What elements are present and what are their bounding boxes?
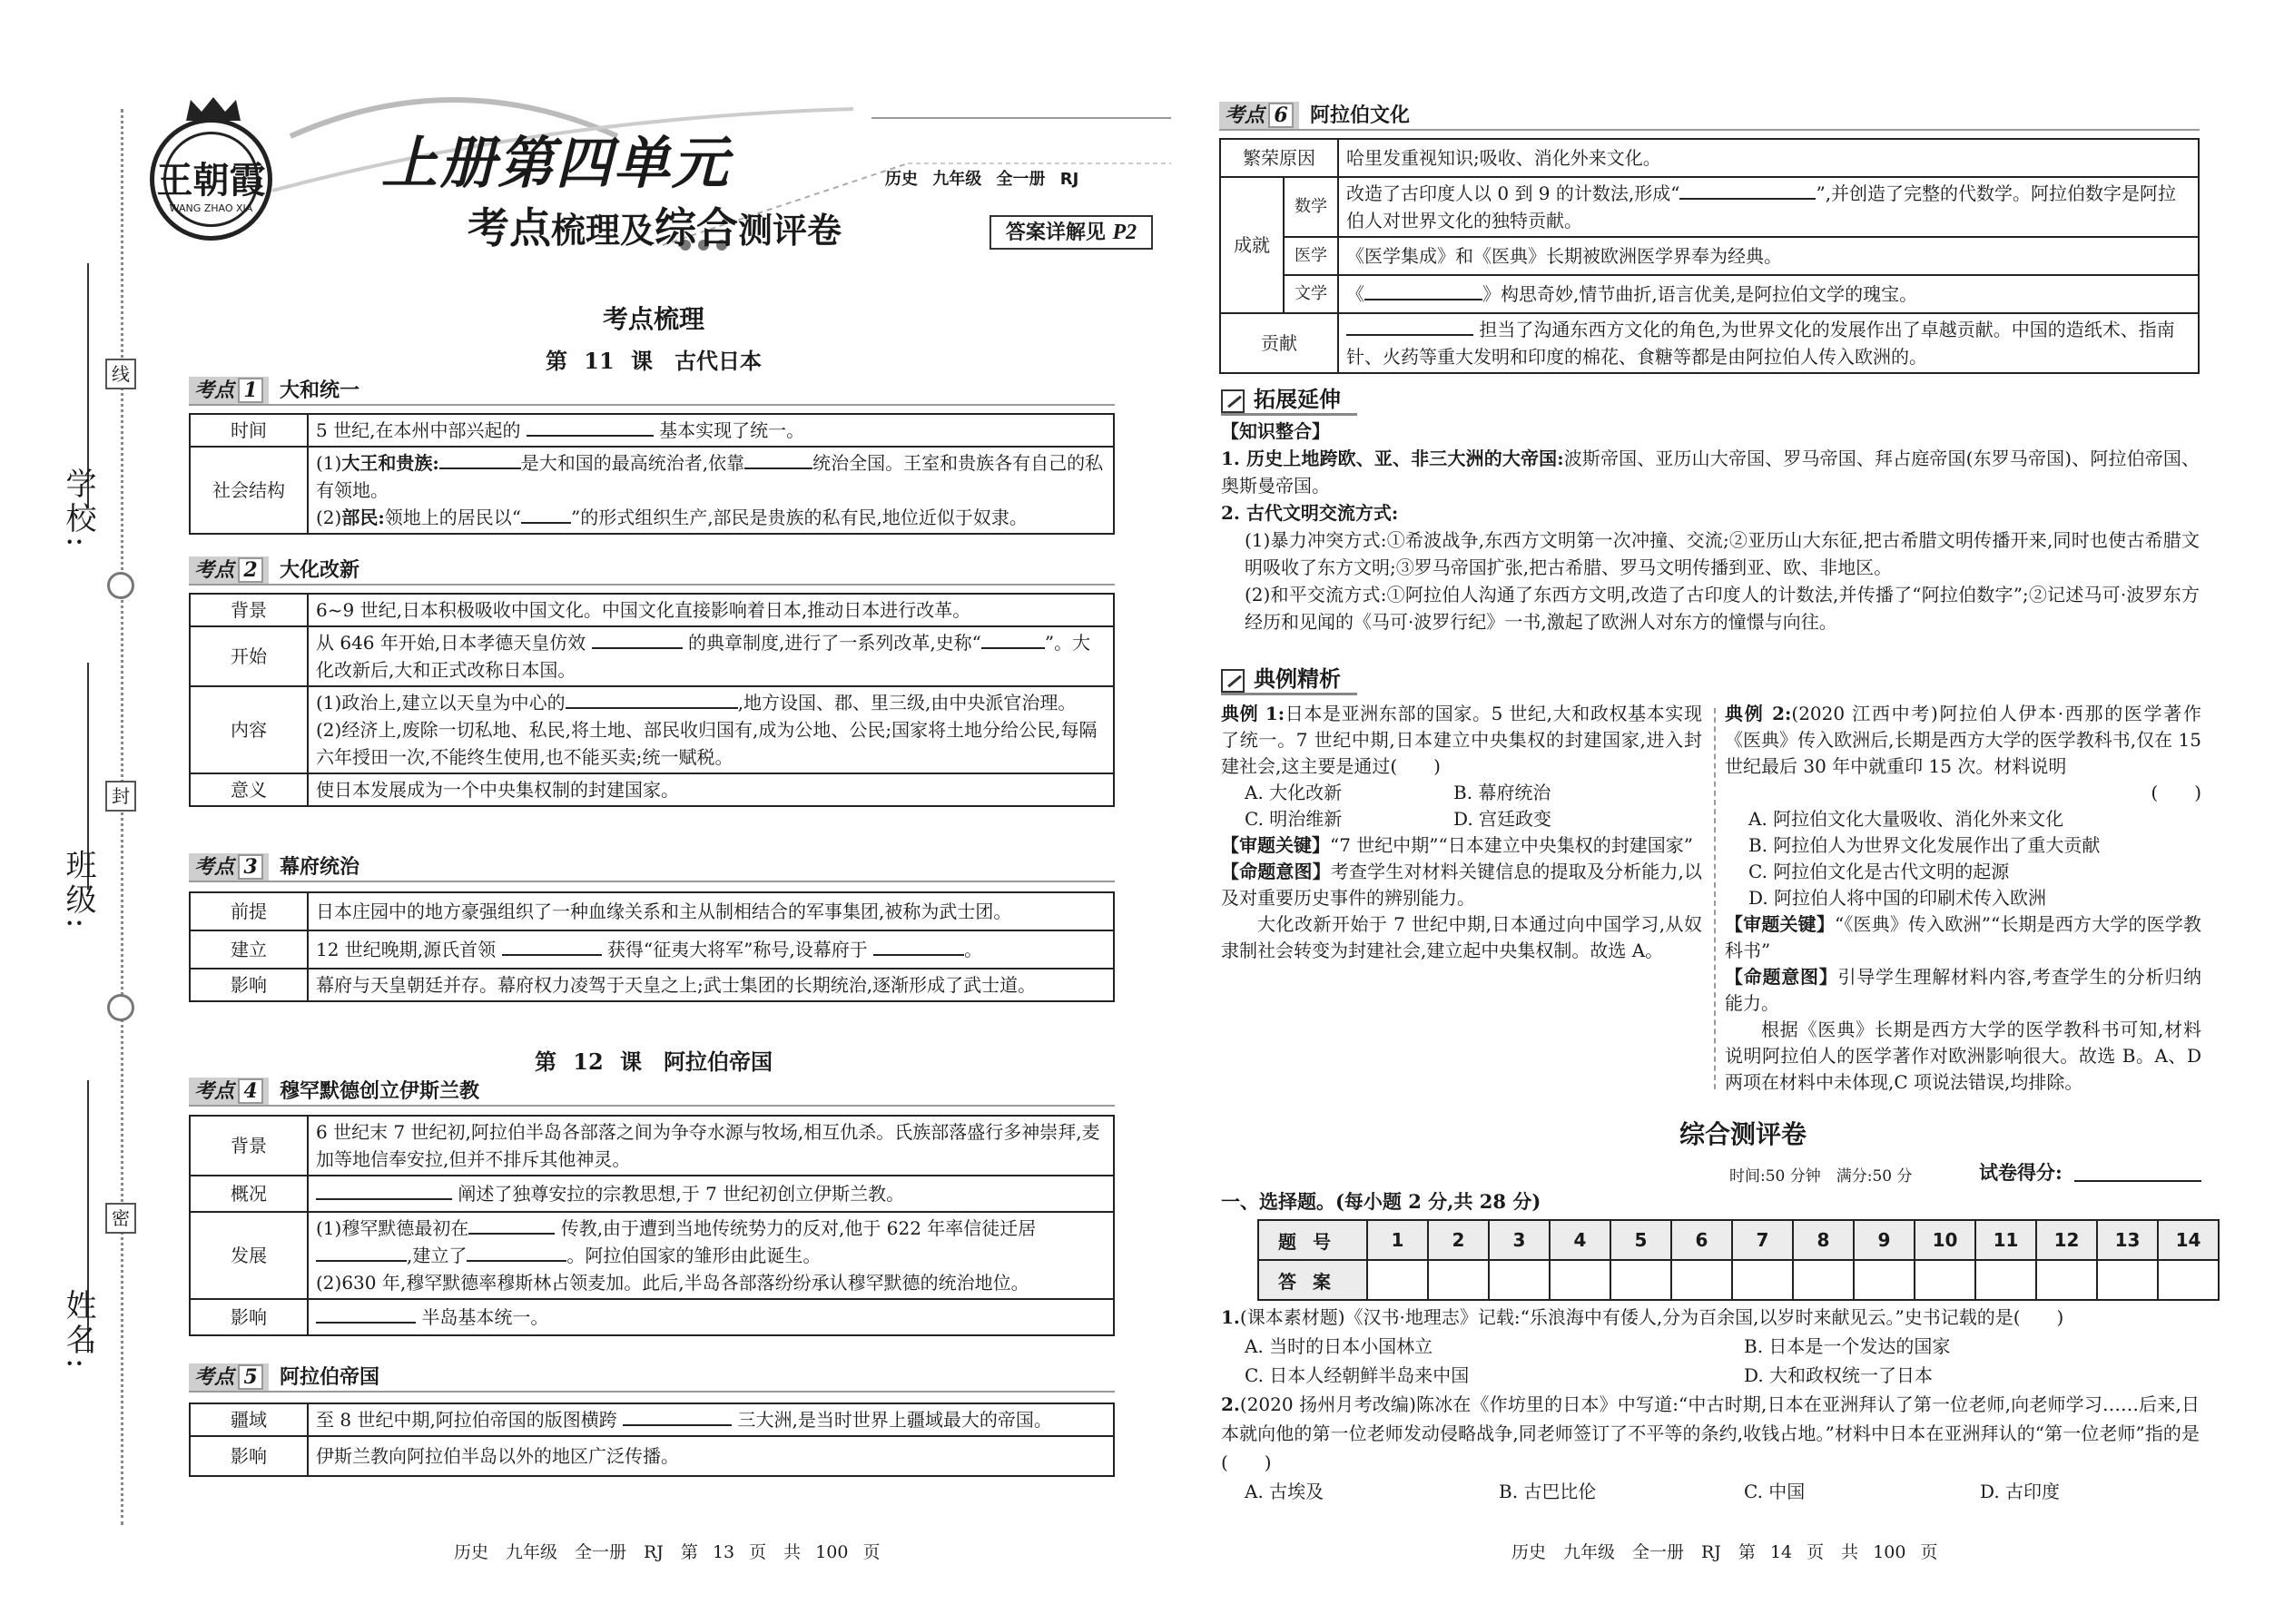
kaodian-title: 幕府统治 (280, 855, 360, 879)
solution-text: 大化改新开始于 7 世纪中期,日本通过向中国学习,从奴隶制社会转变为封建社会,建立起中央集权制。故选 A。 (1221, 913, 1702, 961)
fill-blank[interactable] (316, 1304, 416, 1324)
option-c[interactable]: C. 阿拉伯文化是古代文明的起源 (1748, 861, 2010, 882)
cell-text: 领地上的居民以“ (384, 507, 521, 528)
fill-blank[interactable] (981, 629, 1045, 649)
mc-section-title: 一、选择题。(每小题 2 分,共 28 分) (1221, 1190, 1541, 1213)
option-d[interactable]: D. 大和政权统一了日本 (1744, 1364, 1934, 1386)
kaodian-title: 穆罕默德创立伊斯兰教 (280, 1079, 480, 1103)
pencil-note-icon (1221, 669, 1245, 693)
option-a[interactable]: A. 大化改新 (1245, 782, 1343, 803)
kaodian-num: 5 (238, 1364, 263, 1390)
kaodian-label: 考点 (1225, 103, 1265, 127)
option-a[interactable]: A. 当时的日本小国林立 (1245, 1335, 1433, 1357)
kaodian-1-heading (189, 377, 1115, 404)
cell-text: ”。大化改新后,大和正式改称日本国。 (316, 632, 1091, 681)
point-text: (1)暴力冲突方式:①希波战争,东西方文明第一次冲撞、交流;②亚历山大东征,把古希腊文明传播开来,同时也使古希腊文明吸收了东方文明;③罗马帝国扩张,把古希腊、罗马文明传播到亚、欧、非地区。 (1245, 529, 2200, 578)
answer-cell[interactable] (1975, 1260, 2036, 1300)
cell-text: 》构思奇妙,情节曲折,语言优美,是阿拉伯文学的瑰宝。 (1482, 283, 1918, 305)
keyword: 部民: (341, 507, 385, 528)
fill-blank[interactable] (623, 1406, 732, 1426)
kaodian-6-heading (1219, 102, 2200, 129)
cell-text: ,建立了 (407, 1245, 468, 1266)
kaodian-label: 考点 (194, 379, 235, 402)
solution-text: 根据《医典》长期是西方大学的医学教科书可知,材料说明阿拉伯人的医学著作对欧洲影响很大。故选 B。A、D 两项在材料中未体现,C 项说法错误,均排除。 (1725, 1019, 2201, 1093)
row-header: 意义 (190, 773, 308, 806)
question-number: 13 (2097, 1220, 2158, 1260)
grid-header: 题号 (1258, 1220, 1367, 1260)
row-header: 成就 (1220, 177, 1284, 313)
cell-text: 从 646 年开始,日本孝德天皇仿效 (316, 632, 586, 654)
answer-cell[interactable] (1367, 1260, 1428, 1300)
fill-blank[interactable] (527, 417, 654, 437)
kaodian-title: 大化改新 (280, 558, 360, 582)
intent-label: 【命题意图】 (1221, 861, 1331, 882)
question-number: 6 (1671, 1220, 1732, 1260)
binding-margin (0, 0, 182, 1624)
fill-blank[interactable] (521, 504, 571, 524)
cell-text: 5 世纪,在本州中部兴起的 (316, 419, 521, 441)
option-b[interactable]: B. 阿拉伯人为世界文化发展作出了重大贡献 (1748, 834, 2101, 856)
cell-text: 半岛基本统一。 (421, 1306, 549, 1328)
lesson-12-title: 第 12 课 阿拉伯帝国 (534, 1048, 773, 1075)
cell-text: 《医学集成》和《医典》长期被欧洲医学界奉为经典。 (1338, 237, 2199, 275)
kaodian-3-table (189, 891, 1115, 1002)
keyword: 大王和贵族: (341, 452, 439, 474)
key-text: “7 世纪中期”“日本建立中央集权的封建国家” (1330, 834, 1693, 856)
kaodian-title: 阿拉伯文化 (1310, 103, 1411, 127)
kaodian-title: 阿拉伯帝国 (280, 1365, 380, 1389)
kaodian-4-table (189, 1115, 1115, 1336)
row-header: 时间 (190, 414, 308, 447)
cell-text: 哈里发重视知识;吸收、消化外来文化。 (1338, 139, 2199, 177)
row-header: 概况 (190, 1176, 308, 1212)
answer-ref-label: 答案详解见 (1005, 221, 1106, 244)
question-number: 8 (1793, 1220, 1854, 1260)
answer-cell[interactable] (1550, 1260, 1610, 1300)
kaodian-6-table (1219, 138, 2200, 374)
school-label: 学校: (60, 468, 96, 551)
score-label: 试卷得分: (1979, 1161, 2063, 1184)
cell-text: (1)穆罕默德最初在 (316, 1217, 469, 1239)
row-header: 内容 (190, 686, 308, 773)
cell-text: (1) (316, 452, 342, 474)
question-number: 9 (1854, 1220, 1915, 1260)
row-header: 影响 (190, 969, 308, 1001)
cell-text: 阐述了独尊安拉的宗教思想,于 7 世纪初创立伊斯兰教。 (458, 1183, 905, 1205)
seal-char-mi: 密 (105, 1203, 136, 1234)
kaodian-num: 4 (238, 1078, 263, 1104)
question-text: (2020 扬州月考改编)陈冰在《作坊里的日本》中写道:“中古时期,日本在亚洲拜认了第一位老师,向老师学习……后来,日本就向他的第一位老师发动侵略战争,同老师签订了不平等的条约,收钱占地。”材料中日本在亚洲拜认的“第一位老师”指的是( ) (1221, 1393, 2200, 1473)
question-number: 10 (1915, 1220, 1975, 1260)
answer-cell[interactable] (2097, 1260, 2158, 1300)
title-part-b: 梳理及 (551, 210, 655, 251)
question-number: 3 (1489, 1220, 1550, 1260)
kaodian-num: 6 (1268, 103, 1294, 128)
answer-cell[interactable] (1428, 1260, 1489, 1300)
seal-char-xian: 线 (105, 359, 136, 389)
sub-header: 文学 (1284, 275, 1338, 313)
fill-blank[interactable] (566, 689, 738, 709)
extension-content (1221, 418, 2200, 635)
cell-text: 三大洲,是当时世界上疆域最大的帝国。 (737, 1409, 1052, 1431)
intent-text: 引导学生理解材料内容,考查学生的分析归纳能力。 (1725, 966, 2202, 1014)
cell-text: 基本实现了统一。 (659, 419, 805, 441)
key-label: 【审题关键】 (1725, 913, 1835, 935)
row-header: 疆域 (190, 1403, 308, 1436)
cell-text: (1)政治上,建立以天皇为中心的 (316, 692, 566, 714)
cell-text: ”,并创造了完整的代数学。阿拉伯数字是阿拉伯人对世界文化的独特贡献。 (1346, 182, 2177, 231)
question-number: 1 (1367, 1220, 1428, 1260)
name-label: 姓名: (60, 1289, 96, 1373)
cell-text: (2)630 年,穆罕默德率穆斯林占领麦加。此后,半岛各部落纷纷承认穆罕默德的统治地位。 (316, 1272, 1029, 1294)
kaodian-2-heading (189, 556, 1115, 584)
grid-header: 答案 (1258, 1260, 1367, 1300)
question-number: 2 (1428, 1220, 1489, 1260)
kaodian-title: 大和统一 (280, 379, 360, 402)
logo-subtext: WANG ZHAO XIA (169, 202, 253, 214)
example-question: 日本是亚洲东部的国家。5 世纪,大和政权基本实现了统一。7 世纪中期,日本建立中央集权的封建国家,进入封建社会,这主要是通过( ) (1221, 703, 1702, 777)
test-info: 时间:50 分钟 满分:50 分 (1729, 1167, 1913, 1186)
cell-text: ”的形式组织生产,部民是贵族的私有民,地位近似于奴隶。 (570, 507, 1028, 528)
kaodian-label: 考点 (194, 558, 235, 582)
row-header: 开始 (190, 626, 308, 686)
subject-meta: 历史 九年级 全一册 RJ (885, 170, 1079, 189)
examples-heading (1221, 661, 1341, 692)
question-number: 11 (1975, 1220, 2036, 1260)
row-header: 发展 (190, 1212, 308, 1299)
cell-text: 。阿拉伯国家的雏形由此诞生。 (566, 1245, 822, 1266)
fill-blank[interactable] (468, 1215, 555, 1235)
kaodian-label: 考点 (194, 1365, 235, 1389)
cell-text: 6 世纪末 7 世纪初,阿拉伯半岛各部落之间为争夺水源与牧场,相互仇杀。氏族部落盛行多神崇拜,麦加等地信奉安拉,但并不排斥其他神灵。 (308, 1116, 1114, 1176)
point-title: 2. 古代文明交流方式: (1221, 502, 1399, 524)
fill-blank[interactable] (1346, 316, 1473, 336)
option-d[interactable]: D. 宫廷政变 (1453, 808, 1552, 830)
cell-text: ,地方设国、郡、里三级,由中央派官治理。 (737, 692, 1077, 714)
option-c[interactable]: C. 明治维新 (1245, 808, 1343, 830)
answer-cell[interactable] (1610, 1260, 1671, 1300)
answer-reference-box (989, 215, 1153, 250)
row-header: 前提 (190, 892, 308, 930)
question-number: 4 (1550, 1220, 1610, 1260)
kaodian-num: 2 (238, 557, 263, 583)
fill-blank[interactable] (744, 449, 812, 469)
fill-blank[interactable] (873, 936, 964, 956)
kaodian-1-table (189, 413, 1115, 535)
title-part-a: 考点 (468, 203, 551, 252)
cell-text: 至 8 世纪中期,阿拉伯帝国的版图横跨 (316, 1409, 617, 1431)
kaodian-label: 考点 (194, 1079, 235, 1103)
kaodian-5-heading (189, 1363, 1115, 1391)
question-number: 1. (1221, 1306, 1240, 1328)
row-header: 影响 (190, 1299, 308, 1335)
page-footer-right: 历史 九年级 全一册 RJ 第 14 页 共 100 页 (1511, 1542, 1938, 1562)
binding-hole-icon (107, 572, 134, 599)
main-title (468, 195, 842, 255)
kaodian-5-table (189, 1403, 1115, 1477)
pencil-note-icon (1221, 389, 1245, 413)
answer-cell[interactable] (2158, 1260, 2219, 1300)
cell-text: 获得“征夷大将军”称号,设幕府于 (606, 939, 868, 960)
answer-cell[interactable] (1732, 1260, 1793, 1300)
sub-header: 医学 (1284, 237, 1338, 275)
question-number: 12 (2036, 1220, 2097, 1260)
option-b[interactable]: B. 古巴比伦 (1499, 1481, 1597, 1502)
row-header: 影响 (190, 1436, 308, 1476)
option-b[interactable]: B. 日本是一个发达的国家 (1744, 1335, 1951, 1357)
cell-text: 是大和国的最高统治者,依靠 (520, 452, 745, 474)
cell-text: 传教,由于遭到当地传统势力的反对,他于 622 年率信徒迁居 (560, 1217, 1037, 1239)
class-label: 班级: (60, 849, 96, 932)
example-label: 典例 1: (1221, 703, 1285, 724)
cell-text: 伊斯兰教向阿拉伯半岛以外的地区广泛传播。 (308, 1436, 1114, 1476)
option-b[interactable]: B. 幕府统治 (1453, 782, 1551, 803)
title-part-d: 测评卷 (738, 210, 842, 251)
answer-cell[interactable] (1915, 1260, 1975, 1300)
option-a[interactable]: A. 阿拉伯文化大量吸收、消化外来文化 (1748, 808, 2064, 830)
question-text: (课本素材题)《汉书·地理志》记载:“乐浪海中有倭人,分为百余国,以岁时来献见云。”史书记载的是( ) (1239, 1306, 2064, 1328)
cell-text: 12 世纪晚期,源氏首领 (316, 939, 497, 960)
point-title: 1. 历史上地跨欧、亚、非三大洲的大帝国: (1221, 448, 1564, 469)
cell-text: (2)经济上,废除一切私地、私民,将土地、部民收归国有,成为公地、公民;国家将土地分给公民,每隔六年授田一次,不能终生使用,也不能买卖;统一赋税。 (316, 719, 1098, 768)
cell-text: 。 (964, 939, 983, 960)
row-header: 背景 (190, 1116, 308, 1176)
cell-text: 《 (1346, 283, 1364, 305)
logo-text: 王朝霞 (156, 159, 266, 202)
kaodian-3-heading (189, 853, 1115, 881)
cell-text: 统治全国。王室和贵族各有自己的私有领地。 (316, 452, 1104, 501)
cell-text: 改造了古印度人以 0 到 9 的计数法,形成“ (1346, 182, 1680, 204)
publisher-logo (150, 118, 272, 241)
option-c[interactable]: C. 中国 (1744, 1481, 1806, 1502)
test-title: 综合测评卷 (1679, 1119, 1807, 1149)
score-blank[interactable] (2074, 1180, 2201, 1182)
fill-blank[interactable] (592, 629, 683, 649)
row-header: 繁荣原因 (1220, 139, 1338, 177)
cell-text: 幕府与天皇朝廷并存。幕府权力凌驾于天皇之上;武士集团的长期统治,逐渐形成了武士道。 (308, 969, 1114, 1001)
mc-questions (1221, 1303, 2200, 1506)
fill-blank[interactable] (316, 1180, 452, 1200)
option-d[interactable]: D. 阿拉伯人将中国的印刷术传入欧洲 (1748, 887, 2047, 909)
example-label: 典例 2: (1725, 703, 1792, 724)
row-header: 背景 (190, 594, 308, 626)
examples-title: 典例精析 (1254, 665, 1341, 692)
fill-blank[interactable] (1679, 180, 1816, 200)
cell-text: (2) (316, 507, 342, 528)
answer-paren: ( ) (2151, 782, 2201, 803)
kaodian-num: 3 (238, 854, 263, 880)
row-header: 建立 (190, 930, 308, 969)
cell-text: 日本庄园中的地方豪强组织了一种血缘关系和主从制相结合的军事集团,被称为武士团。 (308, 892, 1114, 930)
example-2 (1725, 701, 2201, 1096)
key-label: 【审题关键】 (1221, 834, 1330, 856)
section-title-kaodian: 考点梳理 (602, 304, 704, 334)
example-divider (1714, 708, 1716, 1089)
binding-hole-icon (107, 994, 134, 1021)
fill-blank[interactable] (1364, 281, 1482, 300)
answer-cell[interactable] (1489, 1260, 1550, 1300)
example-question: (2020 江西中考)阿拉伯人伊本·西那的医学著作《医典》传入欧洲后,长期是西方大学的医学教科书,仅在 15 世纪最后 30 年中就重印 15 次。材料说明 (1725, 703, 2202, 777)
cell-text: 6~9 世纪,日本积极吸收中国文化。中国文化直接影响着日本,推动日本进行改革。 (308, 594, 1114, 626)
cell-text: 的典章制度,进行了一系列改革,史称“ (687, 632, 981, 654)
question-number: 2. (1221, 1393, 1240, 1415)
kaodian-2-table (189, 593, 1115, 807)
cell-text: 担当了沟通东西方文化的角色,为世界文化的发展作出了卓越贡献。中国的造纸术、指南针、火药等重大发明和印度的棉花、食糖等都是由阿拉伯人传入欧洲的。 (1346, 319, 2175, 368)
answer-cell[interactable] (1854, 1260, 1915, 1300)
lesson-11-title: 第 11 课 古代日本 (545, 348, 763, 374)
question-number: 7 (1732, 1220, 1793, 1260)
fill-blank[interactable] (316, 1242, 407, 1262)
fill-blank[interactable] (467, 1242, 566, 1262)
binding-dotted-line (121, 109, 123, 1525)
answer-cell[interactable] (1671, 1260, 1732, 1300)
point-text: 波斯帝国、亚历山大帝国、罗马帝国、拜占庭帝国(东罗马帝国)、阿拉伯帝国、奥斯曼帝国。 (1221, 448, 2200, 497)
fill-blank[interactable] (439, 449, 521, 469)
intent-label: 【命题意图】 (1725, 966, 1838, 988)
knowledge-label: 【知识整合】 (1221, 420, 1330, 442)
fill-blank[interactable] (502, 936, 602, 956)
answer-ref-page: P2 (1112, 221, 1137, 244)
row-header: 社会结构 (190, 447, 308, 534)
intent-text: 考查学生对材料关键信息的提取及分析能力,以及对重要历史事件的辨别能力。 (1221, 861, 1703, 909)
question-number: 5 (1610, 1220, 1671, 1260)
option-c[interactable]: C. 日本人经朝鲜半岛来中国 (1245, 1364, 1470, 1386)
kaodian-4-heading (189, 1078, 1115, 1105)
sub-header: 数学 (1284, 177, 1338, 237)
answer-cell[interactable] (2036, 1260, 2097, 1300)
question-number: 14 (2158, 1220, 2219, 1260)
extension-title: 拓展延伸 (1254, 386, 1341, 412)
kaodian-num: 1 (238, 378, 263, 403)
extension-heading (1221, 381, 1341, 412)
unit-title: 上册第四单元 (381, 130, 731, 196)
answer-cell[interactable] (1793, 1260, 1854, 1300)
option-a[interactable]: A. 古埃及 (1245, 1481, 1324, 1502)
cell-text: 使日本发展成为一个中央集权制的封建国家。 (308, 773, 1114, 806)
row-header: 贡献 (1220, 313, 1338, 373)
kaodian-label: 考点 (194, 855, 235, 879)
point-text: (2)和平交流方式:①阿拉伯人沟通了东西方文明,改造了古印度人的计数法,并传播了“阿拉伯数字”;②记述马可·波罗东方经历和见闻的《马可·波罗行纪》一书,激起了欧洲人对东方的憧憬与向往。 (1245, 584, 2200, 633)
page-footer-left: 历史 九年级 全一册 RJ 第 13 页 共 100 页 (454, 1542, 881, 1562)
seal-char-feng: 封 (105, 781, 136, 812)
example-1 (1221, 701, 1702, 964)
option-d[interactable]: D. 古印度 (1980, 1481, 2061, 1502)
title-part-c: 综合 (655, 203, 739, 252)
key-text: “《医典》传入欧洲”“长期是西方大学的医学教科书” (1725, 913, 2201, 961)
answer-grid (1257, 1219, 2220, 1301)
